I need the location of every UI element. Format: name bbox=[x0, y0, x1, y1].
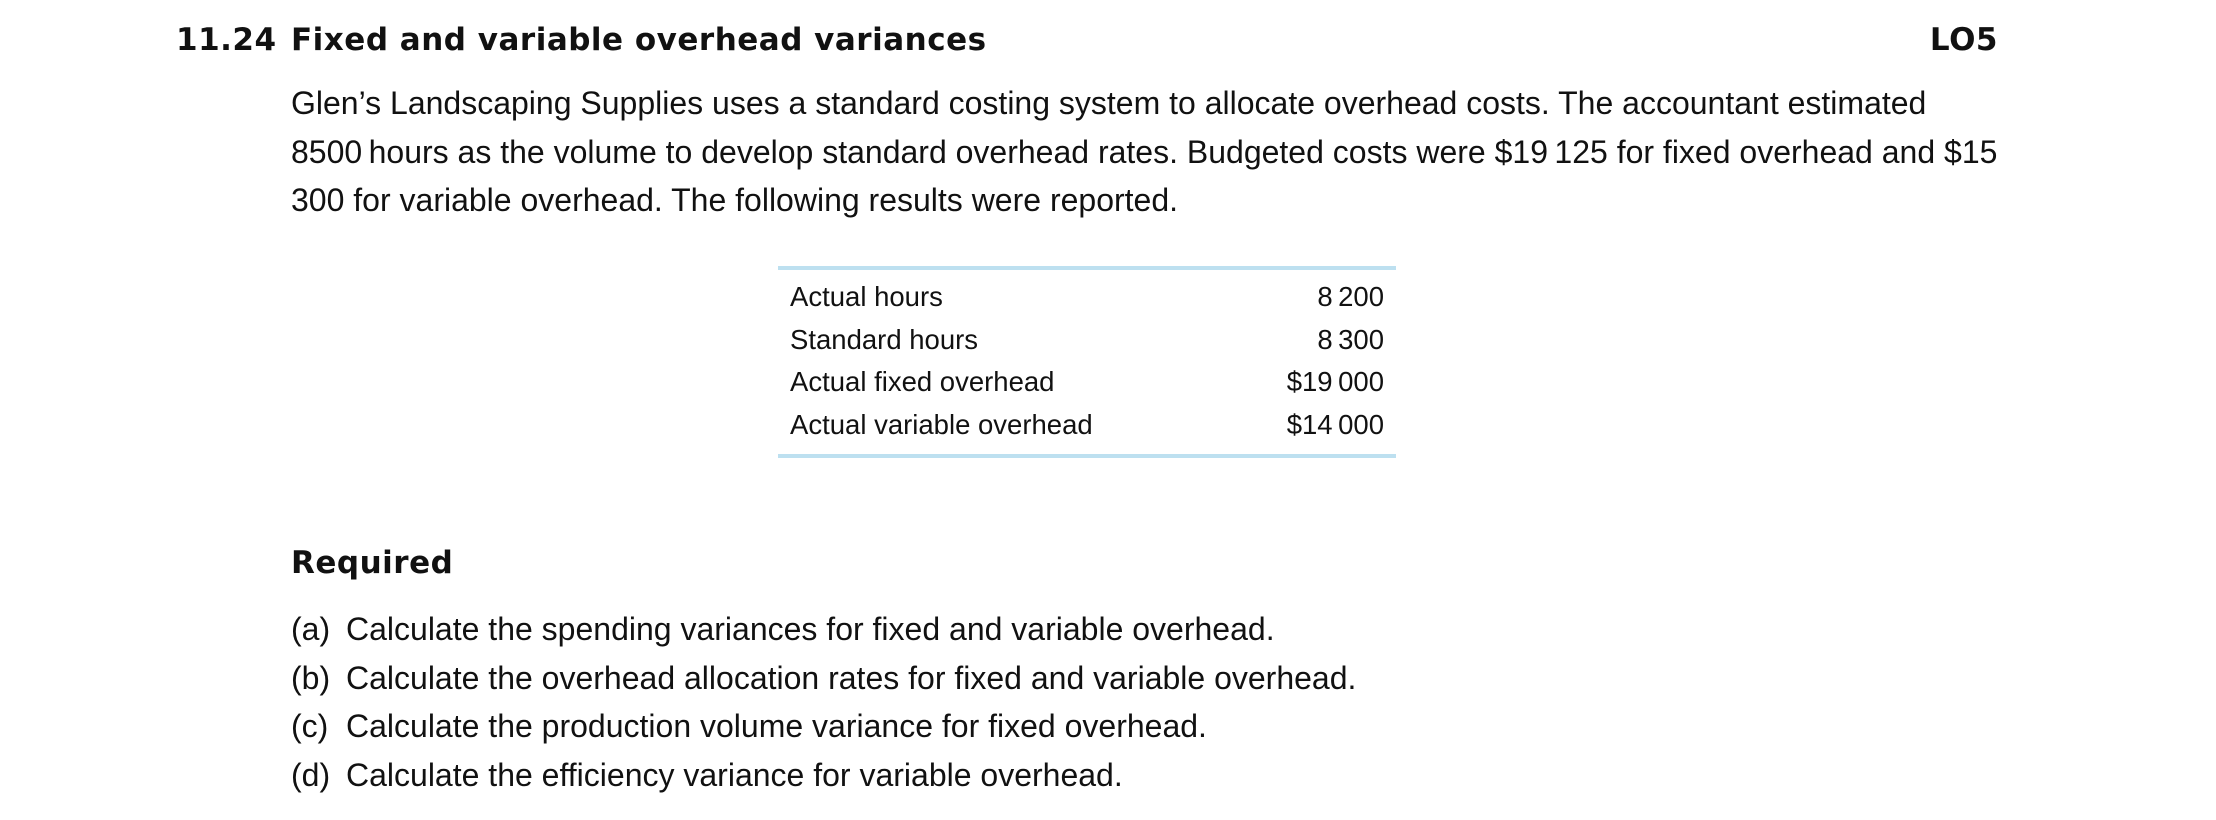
list-item bbox=[291, 605, 1356, 654]
required-list bbox=[291, 605, 1356, 799]
row-label: Actual variable overhead bbox=[790, 408, 1093, 440]
list-item bbox=[291, 654, 1356, 703]
item-marker: (c) bbox=[291, 708, 329, 744]
row-label: Actual fixed overhead bbox=[790, 366, 1055, 398]
table-row bbox=[778, 361, 1396, 404]
item-text: Calculate the spending variances for fixed and variable overhead. bbox=[346, 611, 1275, 647]
learning-objective-label: LO5 bbox=[1929, 22, 1998, 58]
problem-intro-paragraph: Glen’s Landscaping Supplies uses a standard costing system to allocate overhead costs. The accountant estimated 8500 hours as the volume to develop standard overhead rates. Budgeted costs were $19 125 for fixed overhead and $15 300 for variable overhead. The following results were reported. bbox=[291, 85, 2004, 218]
item-marker: (a) bbox=[291, 611, 331, 647]
problem-number: 11.24 bbox=[176, 22, 277, 58]
row-label: Actual hours bbox=[790, 281, 943, 313]
item-text: Calculate the overhead allocation rates for fixed and variable overhead. bbox=[346, 659, 1357, 696]
row-value: 8 300 bbox=[1317, 323, 1384, 355]
row-value: $19 000 bbox=[1286, 366, 1384, 398]
row-value: $14 000 bbox=[1286, 408, 1384, 440]
list-item bbox=[291, 751, 1356, 800]
row-label: Standard hours bbox=[790, 323, 979, 355]
item-text: Calculate the production volume variance for fixed overhead. bbox=[346, 708, 1207, 744]
required-heading: Required bbox=[291, 545, 454, 581]
table-row bbox=[778, 404, 1396, 457]
data-table bbox=[778, 266, 1396, 458]
row-value: 8 200 bbox=[1317, 281, 1384, 313]
table-row bbox=[778, 319, 1396, 362]
list-item bbox=[291, 702, 1356, 751]
item-text: Calculate the efficiency variance for variable overhead. bbox=[346, 756, 1123, 793]
item-marker: (d) bbox=[291, 756, 331, 793]
problem-title: Fixed and variable overhead variances bbox=[291, 22, 987, 58]
item-marker: (b) bbox=[291, 659, 331, 696]
problem-heading bbox=[0, 14, 2216, 64]
table-row bbox=[778, 268, 1396, 319]
